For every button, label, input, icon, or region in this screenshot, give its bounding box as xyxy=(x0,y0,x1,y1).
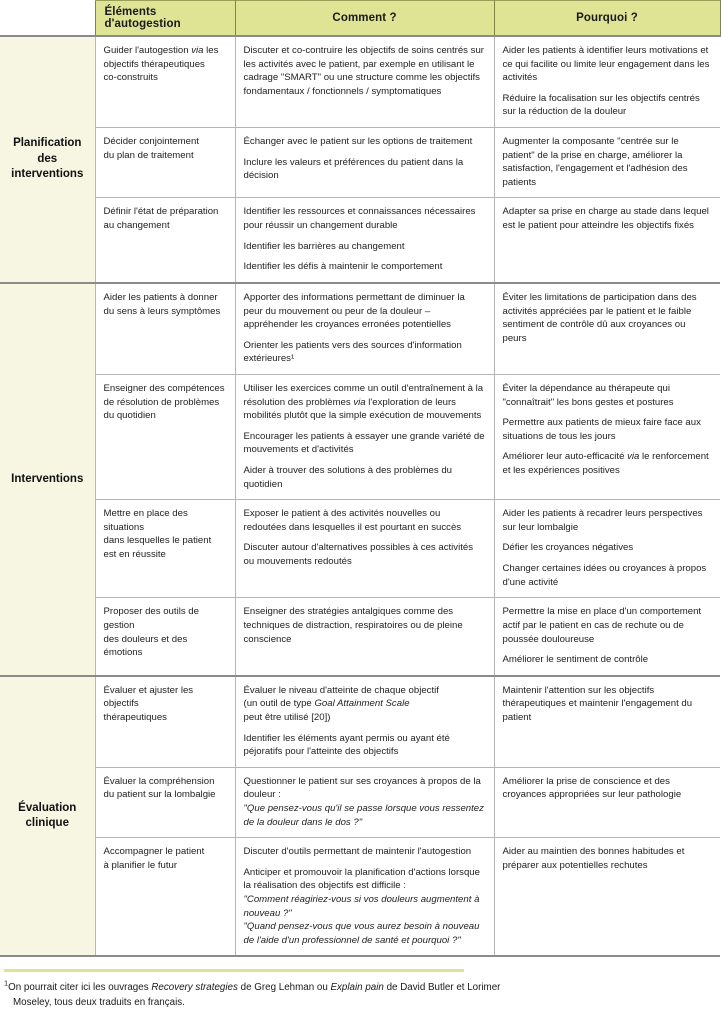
why-item: Améliorer la prise de conscience et des croyances appropriées sur leur pathologie xyxy=(502,775,682,801)
table-row xyxy=(0,500,720,598)
footnote xyxy=(0,981,720,1010)
group-label-line: Planification xyxy=(13,137,82,150)
why-item: Permettre aux patients de mieux faire face aux situations de tous les jours xyxy=(502,417,701,442)
table-row xyxy=(0,598,720,676)
how-item: Orienter les patients vers des sources d'information extérieures¹ xyxy=(243,339,462,365)
elem-line: des douleurs et des émotions xyxy=(103,633,188,659)
group-label-line: Évaluation xyxy=(18,801,77,814)
how-quote: "Que pensez-vous qu'il se passe lorsque vous ressentez de la douleur dans le dos ?" xyxy=(243,802,484,828)
elem-line: est en réussite xyxy=(103,549,166,561)
cell-elements xyxy=(95,838,235,957)
table-row xyxy=(0,374,720,499)
elem-line: du plan de traitement xyxy=(103,149,194,161)
how-item: Identifier les barrières au changement xyxy=(243,240,405,252)
cell-how xyxy=(235,598,494,676)
table-header xyxy=(0,1,720,37)
footnote-text-2: de Greg Lehman ou xyxy=(237,982,331,994)
cell-why xyxy=(494,767,720,837)
cell-why xyxy=(494,198,720,283)
cell-elements: Guider l'autogestion via les objectifs thérapeutiques co-construits xyxy=(95,36,235,128)
cell-why xyxy=(494,598,720,676)
group-label-evaluation xyxy=(0,676,95,957)
cell-how xyxy=(235,838,494,957)
elem-line: thérapeutiques xyxy=(103,711,167,723)
elem-line: de résolution de problèmes xyxy=(103,396,220,408)
elem-line: du sens à leurs symptômes xyxy=(103,305,221,317)
cell-why xyxy=(494,676,720,768)
footnote-divider xyxy=(4,969,464,972)
how-item: Apporter des informations permettant de diminuer la peur du mouvement ou peur de la douleur – appréhender les croyances erronées potentielles xyxy=(243,291,465,331)
cell-elements xyxy=(95,374,235,499)
table-row xyxy=(0,128,720,198)
how-item: Utiliser les exercices comme un outil d'entraînement à la résolution des problèmes via l'exploration de leurs mobilités plutôt que la simple exécution de mouvements xyxy=(243,382,484,422)
how-item: Évaluer le niveau d'atteinte de chaque objectif (un outil de type Goal Attainment Scale peut être utilisé [20]) xyxy=(243,684,439,723)
footnote-text-3: de David Butler et Lorimer xyxy=(383,982,501,994)
how-item: Identifier les ressources et connaissances nécessaires pour réussir un changement durable xyxy=(243,206,476,232)
cell-elements xyxy=(95,598,235,676)
cell-elements xyxy=(95,198,235,283)
elem-line: à planifier le futur xyxy=(103,859,178,871)
why-item: Changer certaines idées ou croyances à propos d'une activité xyxy=(502,563,707,588)
why-item: Aider au maintien des bonnes habitudes et préparer aux potentielles rechutes xyxy=(502,846,685,871)
header-spacer xyxy=(0,1,95,37)
elem-line: Accompagner le patient xyxy=(103,846,205,858)
cell-how xyxy=(235,374,494,499)
cell-how xyxy=(235,500,494,598)
how-item: Inclure les valeurs et préférences du patient dans la décision xyxy=(243,156,464,182)
how-item: Exposer le patient à des activités nouvelles ou redoutées dans lesquelles il est pourtant en succès xyxy=(243,508,462,533)
how-item: Identifier les défis à maintenir le comportement xyxy=(243,261,443,273)
footnote-line-2: Moseley, tous deux traduits en français. xyxy=(13,997,185,1009)
cell-how xyxy=(235,283,494,375)
why-item: Augmenter la composante "centrée sur le patient" de la prise en charge, améliorer la satisfaction, l'engagement et l'adhésion des patients xyxy=(502,136,688,188)
elem-line: Mettre en place des situations xyxy=(103,508,188,533)
elem-line: Décider conjointement xyxy=(103,136,199,148)
how-item: Encourager les patients à essayer une grande variété de mouvements et d'activités xyxy=(243,430,485,456)
how-item: Enseigner des stratégies antalgiques comme des techniques de distraction, respiratoires ou de pleine conscience xyxy=(243,606,463,645)
cell-why xyxy=(494,500,720,598)
cell-why xyxy=(494,374,720,499)
elem-line: Définir l'état de préparation xyxy=(103,206,219,218)
how-item: Discuter et co-contruire les objectifs de soins centrés sur les activités avec le patient, par exemple en utilisant le cadrage "SMART" ou une structure comme les objectifs fondamentaux / fonctionnels / symptomatiques xyxy=(243,45,484,97)
cell-how xyxy=(235,198,494,283)
footnote-text-1: On pourrait citer ici les ouvrages xyxy=(8,982,152,994)
group-planification xyxy=(0,36,720,283)
why-item: Éviter la dépendance au thérapeute qui "connaîtrait" les bons gestes et postures xyxy=(502,382,674,408)
cell-elements xyxy=(95,500,235,598)
elem-line: Aider les patients à donner xyxy=(103,291,218,303)
table-row xyxy=(0,676,720,768)
table-row xyxy=(0,838,720,957)
how-item: Anticiper et promouvoir la planification d'actions lorsque la réalisation des objectifs est difficile : xyxy=(243,866,480,892)
table-row xyxy=(0,767,720,837)
header-row xyxy=(0,1,720,37)
how-item: Aider à trouver des solutions à des problèmes du quotidien xyxy=(243,465,453,490)
cell-why xyxy=(494,36,720,128)
how-item: Discuter d'outils permettant de maintenir l'autogestion xyxy=(243,846,472,858)
header-elements: Éléments d'autogestion xyxy=(95,1,235,37)
group-label-line: des xyxy=(37,152,58,165)
group-label-line: clinique xyxy=(25,817,69,830)
how-item: Échanger avec le patient sur les options de traitement xyxy=(243,136,473,148)
cell-how xyxy=(235,128,494,198)
cell-elements xyxy=(95,128,235,198)
cell-elements xyxy=(95,283,235,375)
how-item: Discuter autour d'alternatives possibles à ces activités ou mouvements redoutés xyxy=(243,542,474,568)
elem-line: du patient sur la lombalgie xyxy=(103,789,216,801)
elem-line: Évaluer la compréhension xyxy=(103,775,215,787)
footnote-italic-2: Explain pain xyxy=(330,982,384,994)
cell-why xyxy=(494,128,720,198)
group-label-interventions xyxy=(0,283,95,676)
header-why: Pourquoi ? xyxy=(494,1,720,37)
how-quote: "Comment réagiriez-vous si vos douleurs augmentent à nouveau ?" xyxy=(243,894,480,919)
cell-why xyxy=(494,838,720,957)
how-item: Identifier les éléments ayant permis ou ayant été péjoratifs pour l'atteinte des objectifs xyxy=(243,732,450,758)
why-item: Défier les croyances négatives xyxy=(502,542,634,554)
why-item: Permettre la mise en place d'un comportement actif par le patient en cas de rechute ou de poussée douloureuse xyxy=(502,606,702,645)
elem-line: Proposer des outils de gestion xyxy=(103,606,199,631)
cell-elements xyxy=(95,676,235,768)
table-row xyxy=(0,198,720,283)
how-quote: "Quand pensez-vous que vous aurez besoin à nouveau de l'aide d'un professionnel de santé et pourquoi ?" xyxy=(243,921,480,946)
how-item: Questionner le patient sur ses croyances à propos de la douleur : xyxy=(243,775,481,801)
group-label-line: Interventions xyxy=(11,472,84,485)
elem-line: Évaluer et ajuster les objectifs xyxy=(103,684,194,710)
table-row xyxy=(0,36,720,128)
group-interventions xyxy=(0,283,720,676)
cell-why xyxy=(494,283,720,375)
cell-how xyxy=(235,36,494,128)
table-row xyxy=(0,283,720,375)
group-evaluation xyxy=(0,676,720,957)
footnote-italic-1: Recovery strategies xyxy=(151,982,238,994)
cell-how xyxy=(235,676,494,768)
header-how: Comment ? xyxy=(235,1,494,37)
why-item: Aider les patients à identifier leurs motivations et ce qui facilite ou limite leur engagement dans les activités xyxy=(502,45,710,84)
cell-how xyxy=(235,767,494,837)
why-item: Réduire la focalisation sur les objectifs centrés sur la réduction de la douleur xyxy=(502,92,700,118)
group-label-planification xyxy=(0,36,95,283)
elem-line: Enseigner des compétences xyxy=(103,382,225,394)
group-label-line: interventions xyxy=(11,168,84,181)
elem-line: dans lesquelles le patient xyxy=(103,535,212,547)
why-item: Améliorer le sentiment de contrôle xyxy=(502,654,649,666)
cell-elements xyxy=(95,767,235,837)
footnote-marker: 1 xyxy=(4,979,9,989)
why-item: Maintenir l'attention sur les objectifs thérapeutiques et maintenir l'engagement du patient xyxy=(502,684,693,723)
why-item: Améliorer leur auto-efficacité via le renforcement et les expériences positives xyxy=(502,451,709,477)
elem-line: au changement xyxy=(103,220,170,232)
why-item: Aider les patients à recadrer leurs perspectives sur leur lombalgie xyxy=(502,508,703,533)
why-item: Éviter les limitations de participation dans des activités appréciées par le patient et le faible sentiment de contrôle dû aux croyances ou peurs xyxy=(502,291,697,344)
why-item: Adapter sa prise en charge au stade dans lequel est le patient pour atteindre les objectifs fixés xyxy=(502,206,709,232)
elem-line: du quotidien xyxy=(103,410,156,422)
